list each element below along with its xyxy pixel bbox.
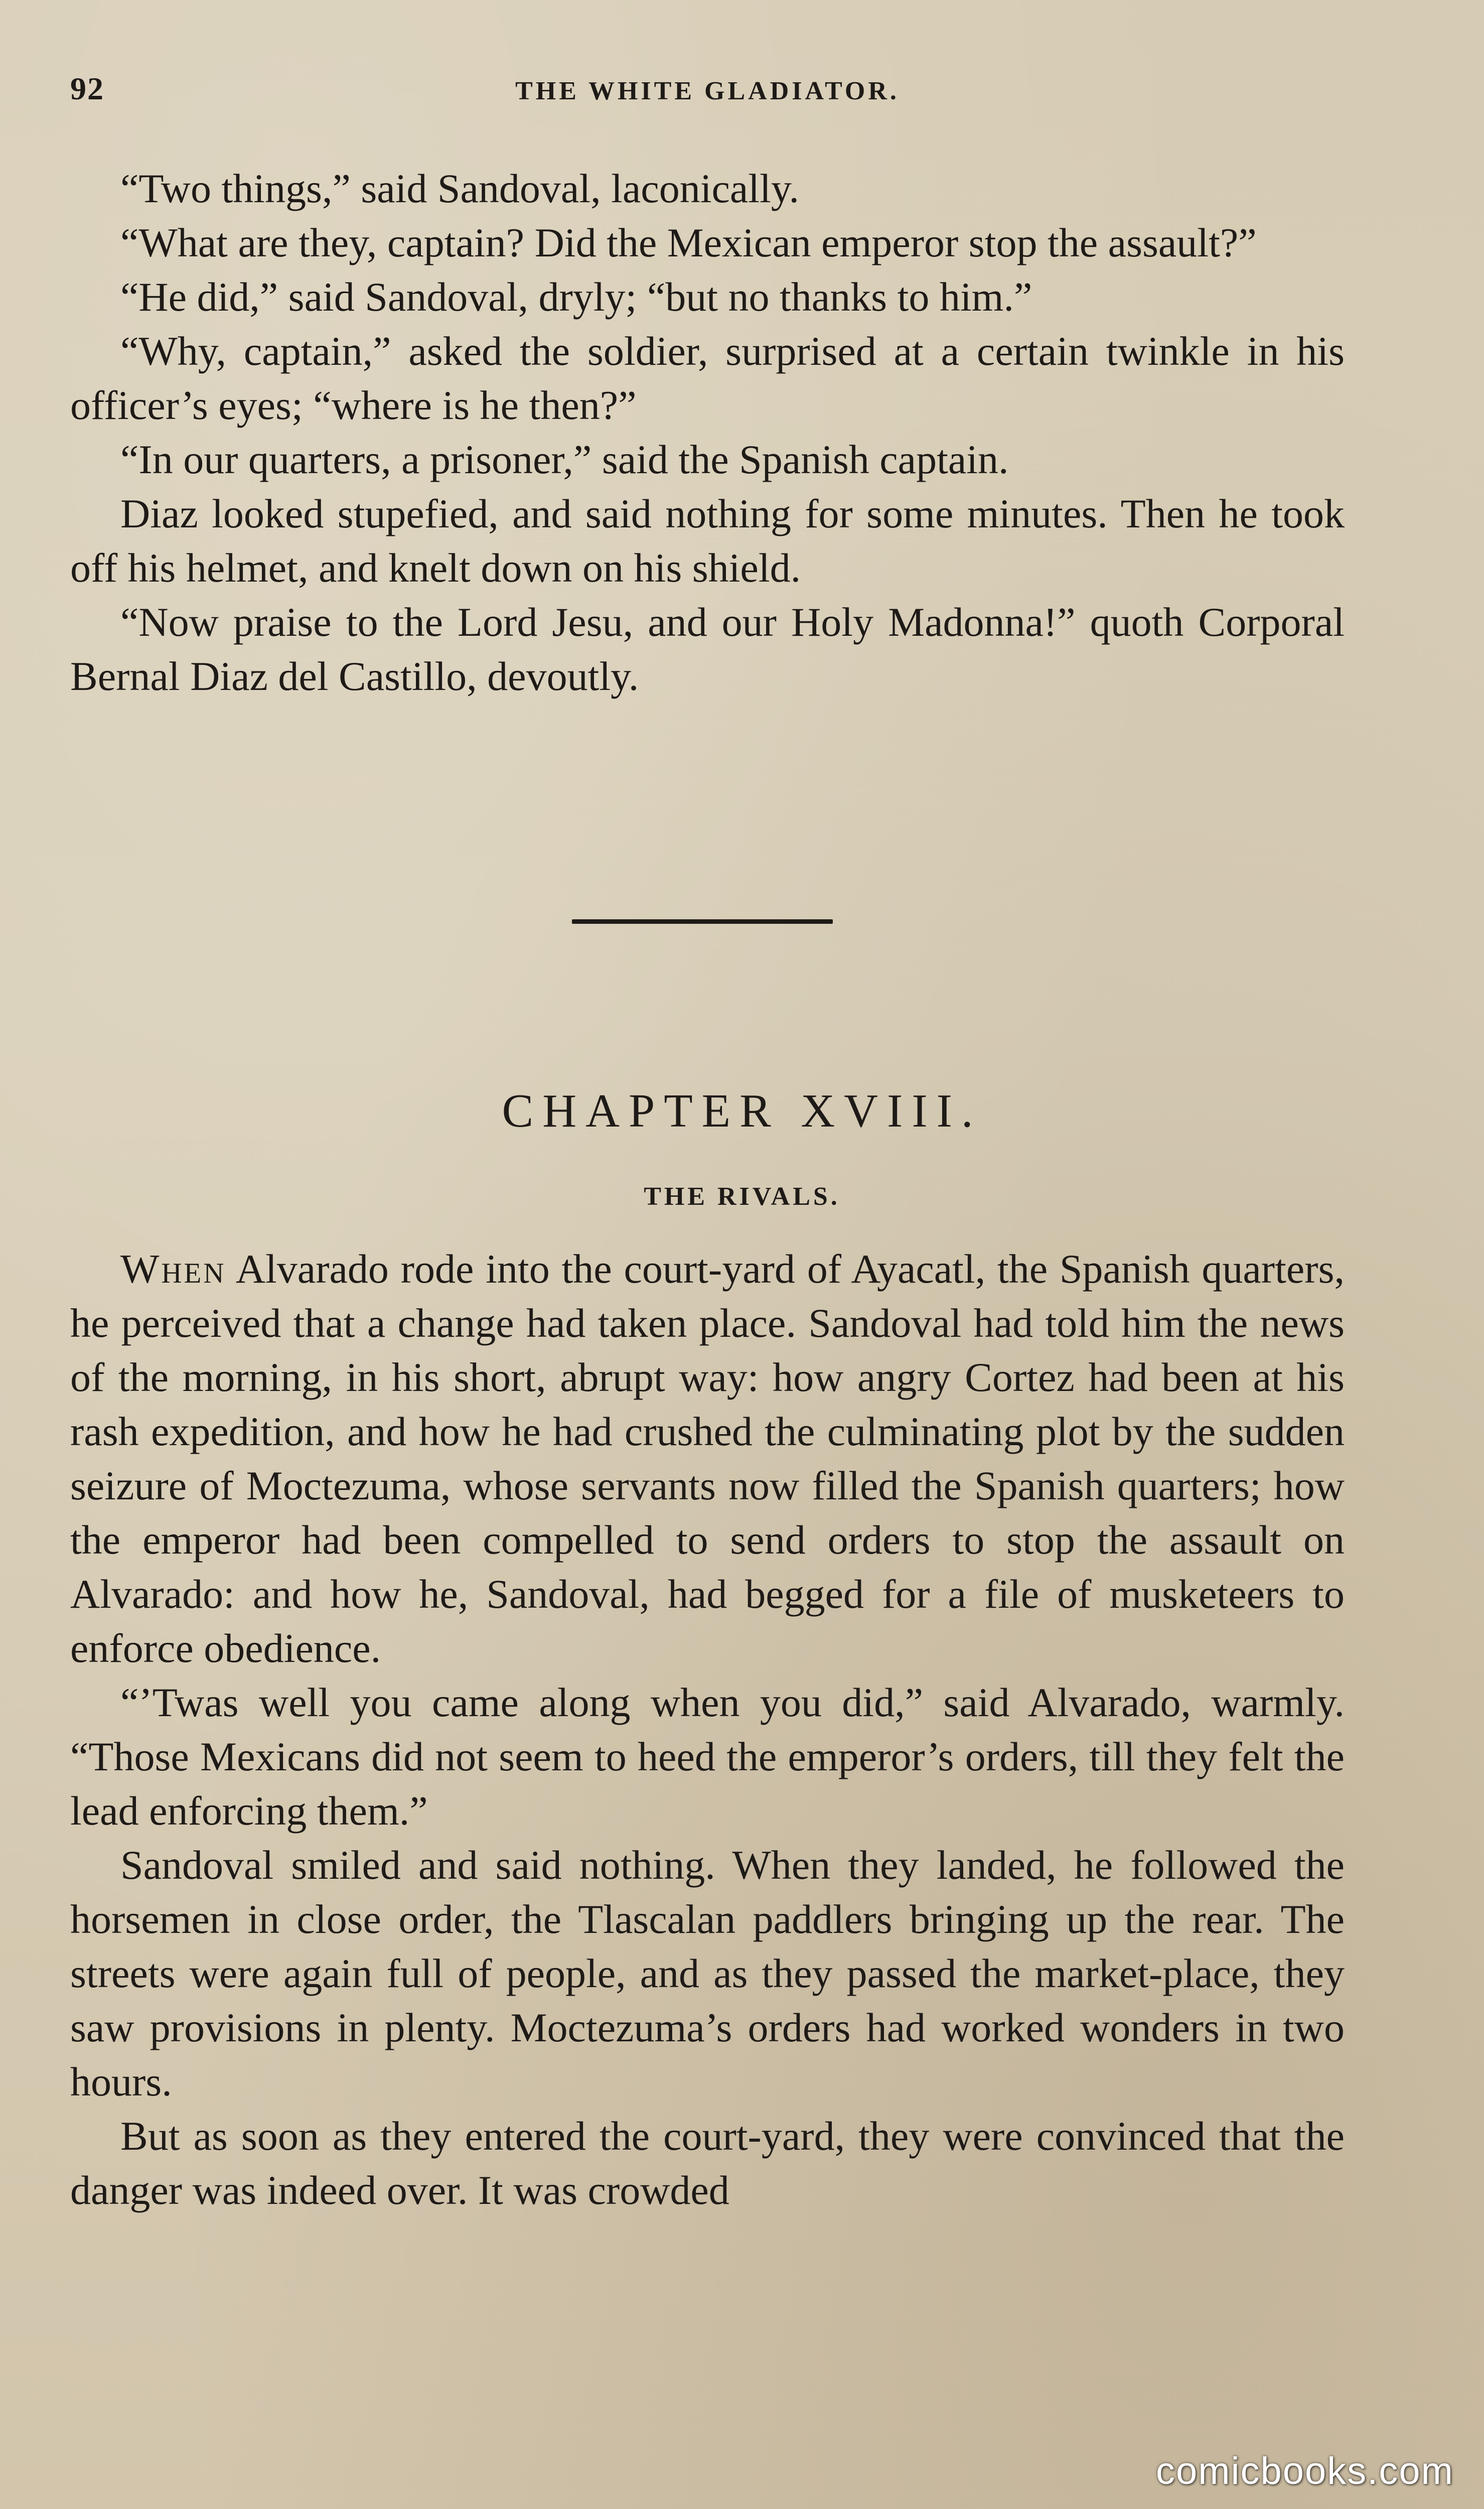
paragraph: “He did,” said Sandoval, dryly; “but no thanks to him.” — [120, 274, 1032, 320]
paragraph: “’Twas well you came along when you did,” said Alvarado, warmly. “Those Mexicans did not seem to heed the emperor’s orders, till they felt the lead enforcing them.” — [70, 1680, 1345, 1834]
paragraph: “Why, captain,” asked the soldier, surprised at a certain twinkle in his officer’s eyes; “where is he then?” — [70, 328, 1345, 428]
watermark-text: comicbooks.com — [1156, 2450, 1454, 2492]
paragraph: Diaz looked stupefied, and said nothing for some minutes. Then he took off his helmet, and knelt down on his shield. — [70, 491, 1345, 591]
paragraph: “What are they, captain? Did the Mexican emperor stop the assault?” — [120, 220, 1257, 265]
chapter-heading: CHAPTER XVIII. — [502, 1085, 982, 1137]
chapter-subtitle: THE RIVALS. — [644, 1182, 840, 1211]
text-block-chapter — [70, 1242, 1345, 2217]
running-title: THE WHITE GLADIATOR. — [515, 77, 900, 105]
paragraph: “In our quarters, a prisoner,” said the Spanish captain. — [120, 437, 1009, 482]
chapter-first-paragraph — [70, 1242, 1345, 1676]
text-block-top — [70, 162, 1345, 704]
page-header — [70, 70, 1345, 115]
chapter-lead-word: When — [120, 1246, 226, 1292]
paragraph: Sandoval smiled and said nothing. When they landed, he followed the horsemen in close order, the Tlascalan paddlers bringing up the rear. The streets were again full of people, and as they passed the market-place, they saw provisions in plenty. Moctezuma’s orders had worked wonders in two hours. — [70, 1842, 1345, 2105]
section-divider-rule — [572, 919, 833, 924]
paragraph: But as soon as they entered the court-yard, they were convinced that the danger was indeed over. It was crowded — [70, 2113, 1345, 2213]
page-number: 92 — [70, 71, 104, 106]
chapter-first-paragraph-text: Alvarado rode into the court-yard of Ayacatl, the Spanish quarters, he perceived that a change had taken place. Sandoval had told him the news of the morning, in his short, abrupt way: how angry Cortez had been at his rash expedition, and how he had crushed the culminating plot by the sudden seizure of Moctezuma, whose servants now filled the Spanish quarters; how the emperor had been compelled to send orders to stop the assault on Alvarado: and how he, Sandoval, had begged for a file of musketeers to enforce obedience. — [70, 1246, 1345, 1671]
paragraph: “Two things,” said Sandoval, laconically. — [120, 166, 799, 211]
paragraph: “Now praise to the Lord Jesu, and our Holy Madonna!” quoth Corporal Bernal Diaz del Castillo, devoutly. — [70, 599, 1345, 699]
